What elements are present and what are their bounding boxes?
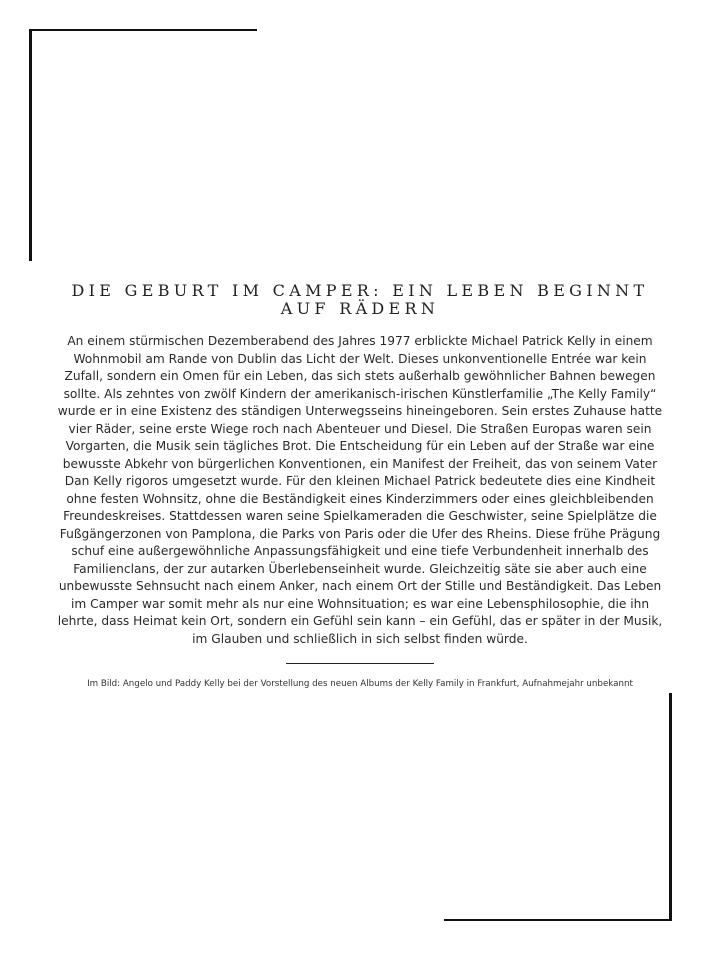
caption-divider: [286, 663, 434, 664]
article: [40, 282, 680, 690]
frame-corner-bottom-right-horizontal: [444, 919, 672, 921]
image-caption: Im Bild: Angelo und Paddy Kelly bei der Vorstellung des neuen Albums der Kelly Family in Frankfurt, Aufnahmejahr unbekannt: [87, 679, 633, 689]
frame-corner-bottom-right-vertical: [669, 693, 672, 921]
article-body: An einem stürmischen Dezemberabend des Jahres 1977 erblickte Michael Patrick Kelly in einem Wohnmobil am Rande von Dublin das Licht der Welt. Dieses unkonventionelle Entrée war kein Zufall, sondern ein Omen für ein Leben, das sich stets außerhalb gewöhnlicher Bahnen bewegen sollte. Als zehntes von zwölf Kindern der amerikanisch-irischen Künstlerfamilie „The Kelly Family“ wurde er in eine Existenz des ständigen Unterwegsseins hineingeboren. Sein erstes Zuhause hatte vier Räder, seine erste Wiege roch nach Abenteuer und Diesel. Die Straßen Europas waren sein Vorgarten, die Musik sein tägliches Brot. Die Entscheidung für ein Leben auf der Straße war eine bewusste Abkehr von bürgerlichen Konventionen, ein Manifest der Freiheit, das von seinem Vater Dan Kelly rigoros umgesetzt wurde. Für den kleinen Michael Patrick bedeutete dies eine Kindheit ohne festen Wohnsitz, ohne die Beständigkeit eines Kinderzimmers oder eines gleichbleibenden Freundeskreises. Stattdessen waren seine Spielkameraden die Geschwister, seine Spielplätze die Fußgängerzonen von Pamplona, die Parks von Paris oder die Ufer des Rheins. Diese frühe Prägung schuf eine außergewöhnliche Anpassungsfähigkeit und eine tiefe Verbundenheit innerhalb des Familienclans, der zur autarken Überlebenseinheit wurde. Gleichzeitig säte sie aber auch eine unbewusste Sehnsucht nach einem Anker, nach einem Ort der Stille und Beständigkeit. Das Leben im Camper war somit mehr als nur eine Wohnsituation; es war eine Lebensphilosophie, die ihn lehrte, dass Heimat kein Ort, sondern ein Gefühl sein kann – ein Gefühl, das er später in der Musik, im Glauben und schließlich in sich selbst finden würde.: [57, 334, 663, 646]
frame-corner-top-left-vertical: [29, 29, 32, 261]
article-heading: DIE GEBURT IM CAMPER: EIN LEBEN BEGINNT AUF RÄDERN: [71, 281, 649, 318]
frame-corner-top-left-horizontal: [29, 29, 257, 31]
